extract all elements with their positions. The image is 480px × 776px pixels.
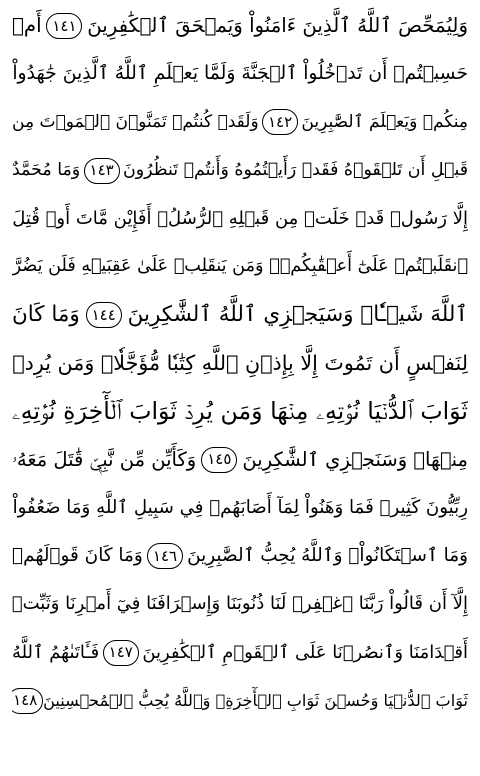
ayah-number-marker: ١٤٧ <box>103 640 139 666</box>
verse-text: وَمَا كَانَ <box>12 302 80 328</box>
text-line <box>12 484 468 532</box>
verse-text: لِنَفۡسٍ أَن تَمُوتَ إِلَّا بِإِذۡنِ ٱللَّهِ كِتَٰبٗا مُّؤَجَّلٗاۗ وَمَن يُرِدۡ <box>12 351 468 376</box>
ayah-number-marker: ١٤١ <box>46 13 82 39</box>
text-line <box>12 580 468 628</box>
verse-text: ٱللَّهَ شَيۡـٔٗاۗ وَسَيَجۡزِي ٱللَّهُ ٱلشَّٰكِرِينَ <box>127 302 468 328</box>
ayah-number-marker: ١٤٨ <box>12 688 43 714</box>
verse-text: وَكَأَيِّن مِّن نَّبِيّٖ قَٰتَلَ مَعَهُۥ <box>12 448 197 472</box>
verse-text: أَمۡ <box>12 14 42 38</box>
verse-text: مِنكُمۡ وَيَعۡلَمَ ٱلصَّٰبِرِينَ <box>301 111 468 132</box>
verse-text: فَـَٔاتَىٰهُمُ ٱللَّهُ <box>12 641 100 663</box>
ayah-number-marker: ١٤٣ <box>84 158 120 184</box>
text-line <box>12 50 468 98</box>
verse-text: إِلَّآ أَن قَالُواْ رَبَّنَا ٱغۡفِرۡ لَنَا ذُنُوبَنَا وَإِسۡرَافَنَا فِيٓ أَمۡرِنَا وَثَبِّتۡ <box>12 593 468 615</box>
text-line <box>12 98 468 146</box>
verse-text: إِلَّا رَسُولٞ قَدۡ خَلَتۡ مِن قَبۡلِهِ ٱلرُّسُلُۚ أَفَإِيْن مَّاتَ أَوۡ قُتِلَ <box>12 207 468 229</box>
verse-text: ثَوَابَ ٱلدُّنۡيَا نُؤۡتِهِۦ مِنۡهَا وَمَن يُرِدۡ ثَوَابَ ٱلۡأٓخِرَةِ نُؤۡتِهِۦ <box>12 396 468 425</box>
text-line <box>12 436 468 484</box>
verse-text: وَلَقَدۡ كُنتُمۡ تَمَنَّوۡنَ ٱلۡمَوۡتَ مِن <box>12 111 259 132</box>
text-line <box>12 388 468 436</box>
verse-text: وَمَا ٱسۡتَكَانُواْۗ وَٱللَّهُ يُحِبُّ ٱلصَّٰبِرِينَ <box>187 544 468 566</box>
verse-text: وَمَا مُحَمَّدٌ <box>12 159 81 180</box>
text-line <box>12 532 468 580</box>
verse-text: رِبِّيُّونَ كَثِيرٞ فَمَا وَهَنُواْ لِمَآ أَصَابَهُمۡ فِي سَبِيلِ ٱللَّهِ وَمَا ضَعُفُواْ <box>12 496 468 518</box>
verse-text: وَلِيُمَحِّصَ ٱللَّهُ ٱلَّذِينَ ءَامَنُواْ وَيَمۡحَقَ ٱلۡكَٰفِرِينَ <box>87 14 468 38</box>
text-line <box>12 677 468 725</box>
verse-text: ثَوَابَ ٱلدُّنۡيَا وَحُسۡنَ ثَوَابِ ٱلۡأٓخِرَةِۗ وَٱللَّهُ يُحِبُّ ٱلۡمُحۡسِنِينَ <box>43 690 468 710</box>
text-line <box>12 195 468 243</box>
text-line <box>12 147 468 195</box>
text-line <box>12 339 468 387</box>
ayah-number-marker: ١٤٦ <box>147 543 183 569</box>
text-line <box>12 291 468 339</box>
ayah-number-marker: ١٤٤ <box>86 302 122 328</box>
ayah-number-marker: ١٤٥ <box>201 447 237 473</box>
text-line <box>12 243 468 291</box>
verse-text: ٱنقَلَبۡتُمۡ عَلَىٰٓ أَعۡقَٰبِكُمۡۚ وَمَن يَنقَلِبۡ عَلَىٰ عَقِبَيۡهِ فَلَن يَضُرَّ <box>12 256 468 277</box>
verse-text: مِنۡهَاۚ وَسَنَجۡزِي ٱلشَّٰكِرِينَ <box>242 448 468 472</box>
verse-text: حَسِبۡتُمۡ أَن تَدۡخُلُواْ ٱلۡجَنَّةَ وَلَمَّا يَعۡلَمِ ٱللَّهُ ٱلَّذِينَ جَٰهَدُواْ <box>12 62 468 84</box>
ayah-number-marker: ١٤٢ <box>262 109 298 135</box>
text-line <box>12 628 468 676</box>
verse-text: أَقۡدَامَنَا وَٱنصُرۡنَا عَلَى ٱلۡقَوۡمِ ٱلۡكَٰفِرِينَ <box>142 641 468 663</box>
verse-text: وَمَا كَانَ قَوۡلَهُمۡ <box>12 544 143 566</box>
text-line <box>12 2 468 50</box>
verse-text: قَبۡلِ أَن تَلۡقَوۡهُ فَقَدۡ رَأَيۡتُمُوهُ وَأَنتُمۡ تَنظُرُونَ <box>122 159 468 180</box>
